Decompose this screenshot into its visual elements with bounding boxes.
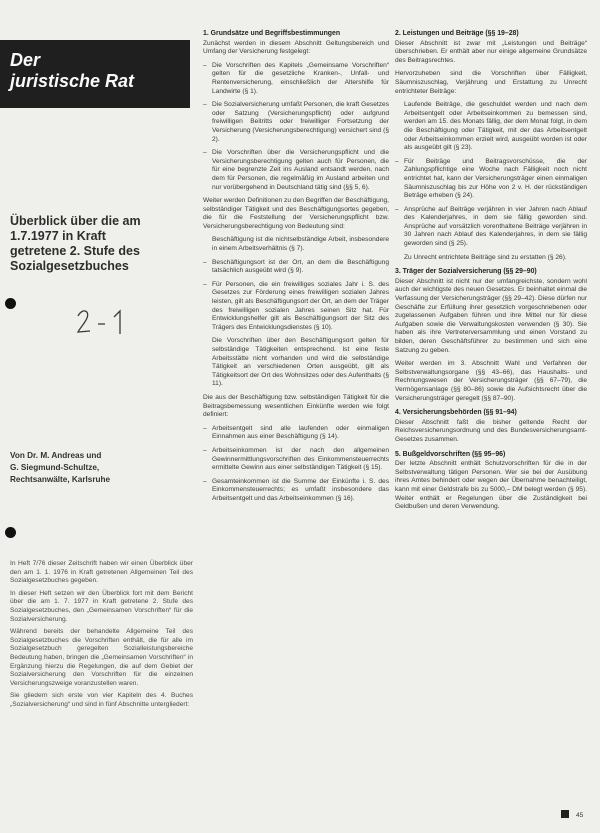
list-item: – Für Beiträge und Beitragsvorschüsse, die der Zahlungspflichtige eine Woche nach Fälligkeit noch nicht entrichtet hat, kann der Versicherungsträger einen einmaligen Säumniszuschlag bis zur Höhe von 2 v. H. der rückständigen Beträge erheben (§ 24). bbox=[395, 158, 587, 201]
paragraph: Dieser Abschnitt ist nicht nur der umfangreichste, sondern wohl auch der wichtigste des neuen Gesetzes. Er beinhaltet einmal die Verfassung der Versicherungsträger (§§ 29–42). Diese dürfen nur Geschäfte zur Erfüllung ihrer gesetzlich vorgeschriebenen oder zugelassenen Aufgaben führen und ihre Mittel nur für diese Aufgaben sowie die Verwaltungskosten verwenden (§ 30). Sie haben als ihre Vertreterversammlung und einen Vorstand zu bilden, deren Geschäftsführer zu bestimmen und sich eine Satzung zu geben. bbox=[395, 277, 587, 354]
paragraph: Während bereits der behandelte Allgemeine Teil des Sozialgesetzbuches die Vorschriften enthält, die für alle im Sozialgesetzbuch geregelten Sozialleistungsbereiche Bedeutung haben, bringen die „Gemeinsamen Vorschriften“ in Ergänzung hierzu die Regelungen, die auf dem Gebiet der Sozialversicherung den Vorschriften für die einzelnen Versicherungszweige voranzustellen waren. bbox=[10, 628, 193, 687]
list-item: – Die Vorschriften über die Versicherungspflicht und die Versicherungsberechtigung gelten auch für Personen, die für eine begrenzte Zeit ins Ausland entsandt werden, nach dem für Personen, die regelmäßig im Ausland arbeiten und nur vorübergehend in Deutschland tätig sind (§§ 5, 6). bbox=[203, 149, 389, 192]
title-line: 1.7.1977 in Kraft bbox=[10, 229, 106, 243]
page-number: 45 bbox=[576, 812, 584, 819]
paragraph: Weiter werden im 3. Abschnitt Wahl und Verfahren der Selbstverwaltungsorgane (§§ 43–66), das Haushalts- und Rechnungswesen der Versicherungsträger (§§ 67–79), die Vermögensanlage (§§ 80–86) sowie die Aufsichtsrecht über die Versicherungsträger geregelt (§§ 87–90). bbox=[395, 360, 587, 402]
author-line: Rechtsanwälte, Karlsruhe bbox=[10, 475, 111, 484]
title-line: Sozialgesetzbuches bbox=[10, 259, 129, 273]
paragraph: Dieser Abschnitt faßt die bisher geltende Recht der Reichsversicherungsordnung und des Bundesversicherungsamt-Gesetzes zusammen. bbox=[395, 418, 587, 443]
section-heading: 1. Grundsätze und Begriffsbestimmungen bbox=[203, 30, 341, 37]
paragraph: Die aus der Beschäftigung bzw. selbständigen Tätigkeit für die Beitragsbemessung wesentlichen Einkünfte werden wie folgt definiert: bbox=[203, 393, 389, 419]
paragraph: Beschäftigung ist die nichtselbständige Arbeit, insbesondere in einem Arbeitsverhältnis (§ 7). bbox=[212, 236, 389, 253]
author-line: Von Dr. M. Andreas und bbox=[10, 451, 102, 460]
paragraph: Dieser Abschnitt ist zwar mit „Leistungen und Beiträge“ überschrieben. Er enthält aber nur einige allgemeine Grundsätze des Beitragsrechtes. bbox=[395, 39, 587, 64]
paragraph: In dieser Heft setzen wir den Überblick fort mit dem Bericht über die am 1. 7. 1977 in Kraft getretene 2. Stufe des Sozialgesetzbuches, den „Gemeinsamen Vorschriften“ für die Sozialversicherung. bbox=[10, 589, 193, 623]
rubric-banner bbox=[0, 40, 190, 108]
bullet-list bbox=[203, 425, 389, 504]
paragraph: Der letzte Abschnitt enthält Schutzvorschriften für die in der Selbstverwaltung tätigen Personen. Wer sie bei der Ausübung ihres Amtes behindert oder wegen der Übernahme benachteiligt, kann mit einer Geldstrafe bis zu 5000,– DM belegt werden (§ 95). Weiter enthält er Regelungen über die Zuständigkeit bei Geldbußen und deren Verwendung. bbox=[395, 460, 587, 511]
list-item: – Arbeitseinkommen ist der nach den allgemeinen Gewinnermittlungsvorschriften des Einkommensteuerrechts ermittelte Gewinn aus einer selbständigen Tätigkeit (§ 15). bbox=[203, 447, 389, 473]
paragraph: Zu Unrecht entrichtete Beiträge sind zu erstatten (§ 26). bbox=[404, 253, 567, 261]
bullet-list bbox=[203, 62, 389, 192]
paragraph: Laufende Beiträge, die geschuldet werden und nach dem Arbeitsentgelt oder Arbeitseinkommen zu bemessen sind, werden am 15. des Monats fällig, der dem Monat folgt, in dem die Beschäftigung oder Tätigkeit, mit der das Arbeitsentgelt oder Arbeitseinkommen erzielt wird, ausgeübt worden ist oder als ausgeübt gilt (§ 23). bbox=[404, 101, 587, 152]
intro-text bbox=[10, 560, 193, 714]
banner-line-1: Der bbox=[10, 50, 41, 70]
authors bbox=[10, 450, 192, 486]
bullet-list bbox=[203, 259, 389, 333]
paragraph: Sie gliedern sich erste von vier Kapiteln des 4. Buches „Sozialversicherung“ und sind in fünf Abschnitte untergliedert: bbox=[10, 692, 193, 708]
punch-hole bbox=[5, 527, 16, 538]
list-item: – Die Sozialversicherung umfaßt Personen, die kraft Gesetzes oder Satzung (Versicherungspflicht) oder aufgrund freiwilligen Beitritts oder freiwilliger Fortsetzung der Versicherung (Versicherungsberechtigung) versichert sind (§ 2). bbox=[203, 101, 389, 144]
article-title bbox=[10, 214, 190, 274]
section-heading: 2. Leistungen und Beiträge (§§ 19–28) bbox=[395, 30, 519, 37]
paragraph: In Heft 7/76 dieser Zeitschrift haben wir einen Überblick über den am 1. 1. 1976 in Kraft getretenen Allgemeinen Teil des Sozialgesetzbuches gegeben. bbox=[10, 560, 193, 585]
middle-column bbox=[203, 30, 389, 509]
list-item: – Die Vorschriften des Kapitels „Gemeinsame Vorschriften“ gelten für die gesetzliche Kranken-, Unfall- und Rentenversicherung, einschließlich der Altershilfe für Landwirte (§ 1). bbox=[203, 62, 389, 96]
section-heading: 4. Versicherungsbehörden (§§ 91–94) bbox=[395, 409, 517, 417]
paragraph: Zunächst werden in diesem Abschnitt Geltungsbereich und Umfang der Versicherung festgelegt: bbox=[203, 39, 389, 56]
list-item: – Beschäftigungsort ist der Ort, an dem die Beschäftigung tatsächlich ausgeübt wird (§ 9). bbox=[203, 259, 389, 276]
banner-line-2: juristische Rat bbox=[10, 71, 135, 91]
title-line: getretene 2. Stufe des bbox=[10, 244, 140, 258]
punch-hole bbox=[5, 298, 16, 309]
right-column bbox=[395, 30, 587, 517]
left-column bbox=[0, 0, 195, 833]
handwritten-note bbox=[74, 304, 134, 340]
paragraph: Die Vorschriften über den Beschäftigungsort gelten für selbständige Tätigkeiten entsprechend. Ist eine feste Arbeitsstätte nicht vorhanden und wird die selbständige Tätigkeit an verschiedenen Orten ausgeübt, gilt als Tätigkeitsort der Ort des Wohnsitzes oder des Aufenthalts (§ 11). bbox=[212, 337, 389, 388]
list-item: – Arbeitsentgelt sind alle laufenden oder einmaligen Einnahmen aus einer Beschäftigung (§ 14). bbox=[203, 425, 389, 442]
section-heading: 3. Träger der Sozialversicherung (§§ 29–90) bbox=[395, 268, 537, 276]
corner-mark bbox=[561, 810, 569, 818]
bullet-list bbox=[395, 158, 587, 249]
author-line: G. Siegmund-Schultze, bbox=[10, 463, 100, 472]
paragraph: Hervorzuheben sind die Vorschriften über Fälligkeit, Säumniszuschlag, Verjährung und Erstattung zu Unrecht entrichteter Beiträge: bbox=[395, 70, 587, 95]
list-item: – Für Personen, die ein freiwilliges soziales Jahr i. S. des Gesetzes zur Förderung eines freiwilligen sozialen Jahres leisten, gilt als Beschäftigungsort der Ort, an dem der Träger des freiwilligen sozialen Jahres seinen Sitz hat. Für Entwicklungshelfer gilt als Beschäftigungsort der Sitz des Trägers des Entwicklungsdienstes (§ 10). bbox=[203, 281, 389, 333]
list-item: – Ansprüche auf Beiträge verjähren in vier Jahren nach Ablauf des Kalenderjahres, in dem sie fällig geworden sind. Ansprüche auf vorsätzlich vorenthaltene Beiträge verjähren in 30 Jahren nach Ablauf des Kalenderjahres, in dem sie fällig geworden sind (§ 25). bbox=[395, 206, 587, 249]
section-heading: 5. Bußgeldvorschriften (§§ 95–96) bbox=[395, 450, 506, 458]
list-item: – Gesamteinkommen ist die Summe der Einkünfte i. S. des Einkommensteuerrechts; es umfaßt insbesondere das Arbeitsentgelt und das Arbeitseinkommen (§ 16). bbox=[203, 478, 389, 504]
title-line: Überblick über die am bbox=[10, 214, 141, 228]
paragraph: Weiter werden Definitionen zu den Begriffen der Beschäftigung, selbständiger Tätigkeit und des Beschäftigungsortes gegeben, die für die Feststellung der Versicherungspflicht bzw. Versicherungsberechtigung von Bedeutung sind: bbox=[203, 197, 389, 230]
